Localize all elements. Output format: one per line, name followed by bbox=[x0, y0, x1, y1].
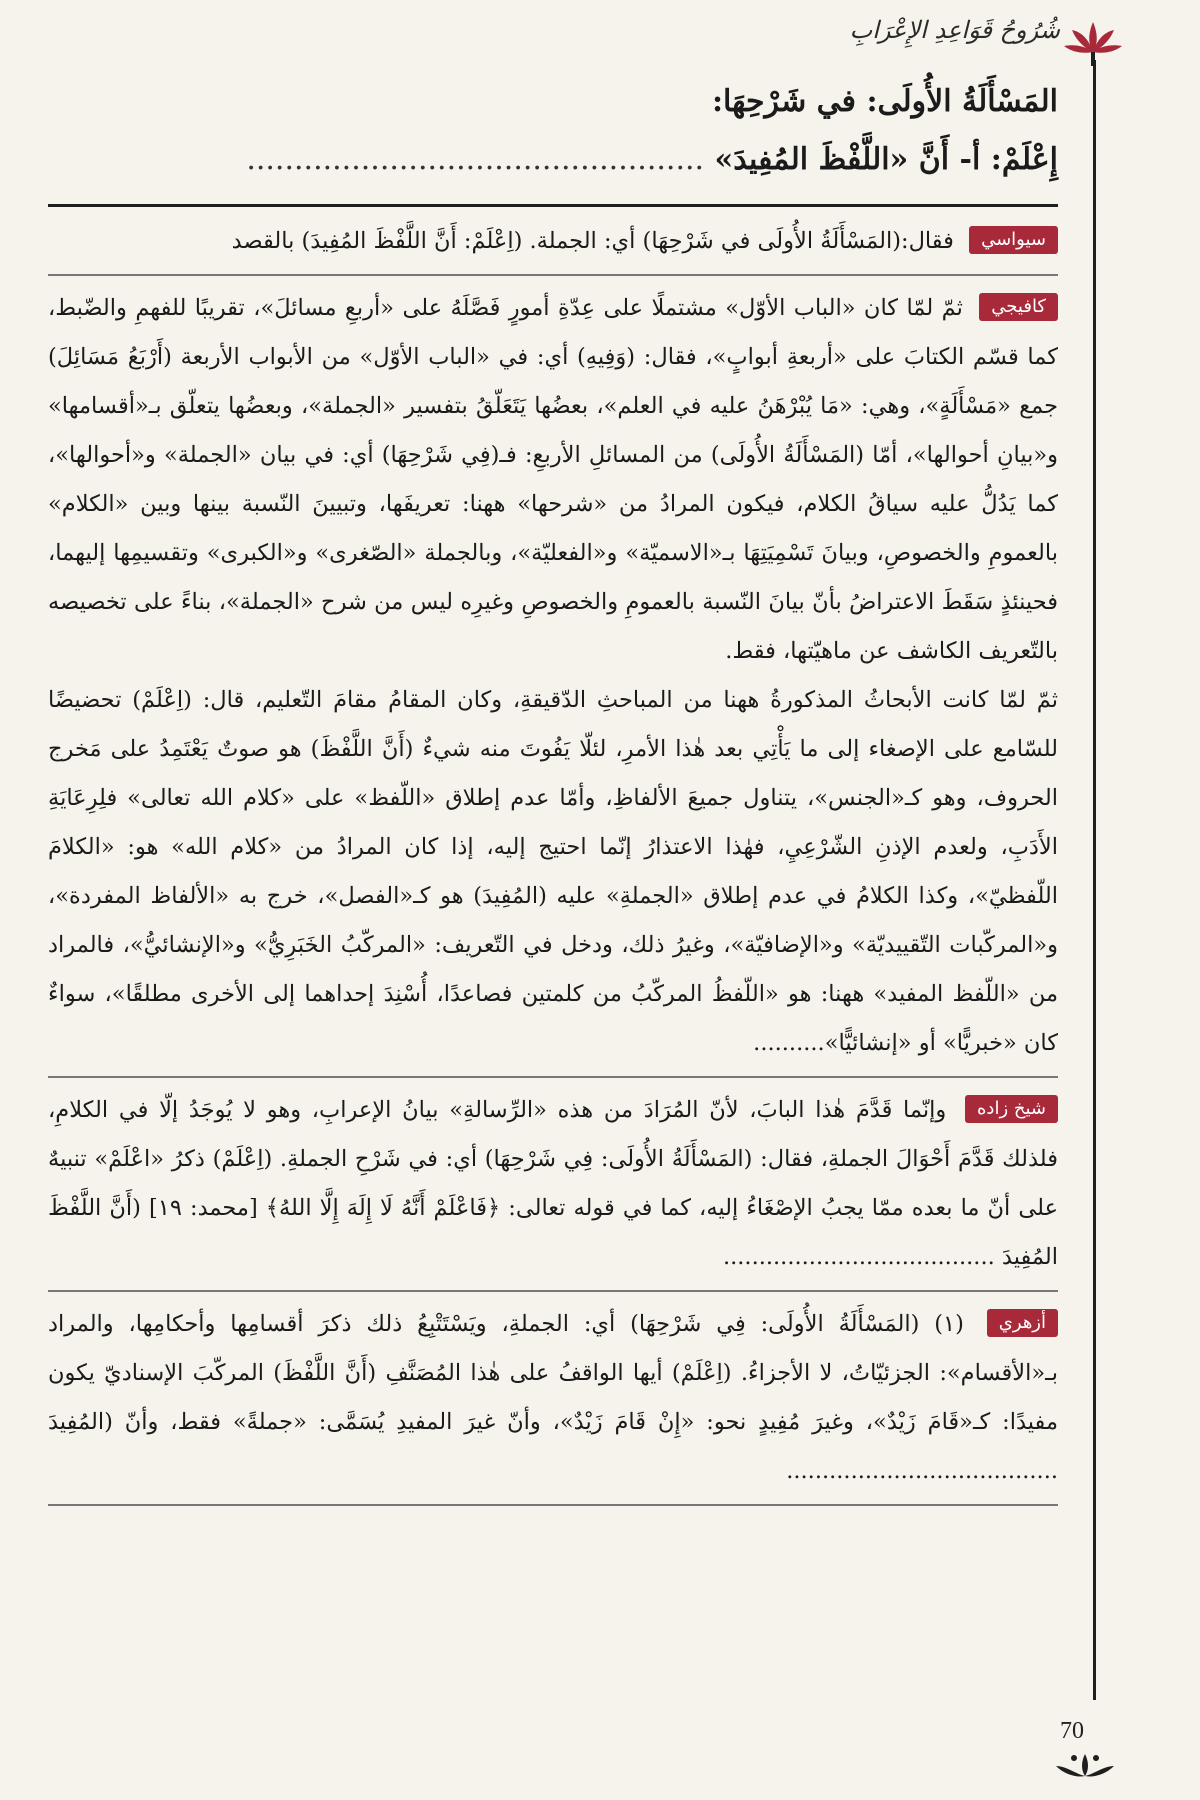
commentary-text: وإنّما قَدَّمَ هٰذا البابَ، لأنّ المُرَادَ من هذه «الرِّسالةِ» بيانُ الإعرابِ، وهو لا يُوجَدُ إلّا في الكلامِ، فلذلك قَدَّمَ أَحْوَالَ الجملةِ، فقال: (المَسْأَلَةُ الأُولَى: فِي شَرْحِهَا) أي: في شَرْحِ الجملةِ. (اِعْلَمْ) ذكرُ «اعْلَمْ» تنبيهٌ على أنّ ما بعده ممّا يجبُ الإصْغَاءُ إليه، كما في قوله تعالى: ﴿فَاعْلَمْ أَنَّهُ لَا إِلَهَ إِلَّا اللهُ﴾ [محمد: ١٩] (أَنَّ اللَّفْظَ المُفِيدَ ...................................... bbox=[48, 1097, 1058, 1270]
main-text-line bbox=[48, 138, 1058, 182]
commentator-badge-azhari: أزهري bbox=[987, 1309, 1058, 1337]
main-separator bbox=[48, 204, 1058, 207]
main-text: إِعْلَمْ: أ- أَنَّ «اللَّفْظَ المُفِيدَ» bbox=[714, 142, 1058, 177]
commentator-badge-kafiji: كافيجي bbox=[979, 293, 1058, 321]
dotted-filler: ................................................ bbox=[246, 142, 705, 177]
vertical-rule bbox=[1093, 60, 1096, 1700]
commentary-kafiji-continued bbox=[48, 676, 1058, 1068]
section-title: المَسْأَلَةُ الأُولَى: في شَرْحِهَا: bbox=[711, 84, 1058, 119]
page-number: 70 bbox=[1060, 1718, 1084, 1744]
commentary-shaykhzadeh bbox=[48, 1086, 1058, 1282]
floral-ornament-icon bbox=[1050, 1748, 1120, 1784]
commentary-azhari bbox=[48, 1300, 1058, 1496]
commentary-kafiji bbox=[48, 284, 1058, 676]
separator bbox=[48, 1076, 1058, 1078]
commentary-text: ثمّ لمّا كانت الأبحاثُ المذكورةُ ههنا من المباحثِ الدّقيقةِ، وكان المقامُ مقامَ التّعليم، قال: (اِعْلَمْ) تحضيضًا للسّامع على الإصغاء إلى ما يَأْتِي بعد هٰذا الأمرِ، لئلّا يَفُوتَ منه شيءٌ (أَنَّ اللَّفْظَ) هو صوتٌ يَعْتَمِدُ على مَخرج الحروف، وهو كـ«الجنس»، يتناول جميعَ الألفاظِ، وأمّا عدم إطلاق «اللّفظ» على «كلام الله تعالى» فلِرِعَايَةِ الأَدَبِ، ولعدم الإذنِ الشّرْعِيِ، فهٰذا الاعتذارُ إنّما احتيج إليه، إذا كان المرادُ من «كلام الله» هو: «الكلامَ اللّفظيّ»، وكذا الكلامُ في عدم إطلاق «الجملةِ» عليه (المُفِيدَ) هو كـ«الفصل»، خرج به «الألفاظ المفردة»، و«المركّبات التّقييديّة» و«الإضافيّة»، وغيرُ ذلك، ودخل في التّعريف: «المركّبُ الخَبَرِيُّ» و«الإنشائيُّ»، فالمراد من «اللّفظ المفيد» ههنا: هو «اللّفظُ المركّبُ من كلمتين فصاعدًا، أُسْنِدَ إحداهما إلى الأخرى مطلقًا»، سواءٌ كان «خبريًّا» أو «إنشائيًّا».......... bbox=[48, 687, 1058, 1056]
separator bbox=[48, 1290, 1058, 1292]
commentary-text: ثمّ لمّا كان «الباب الأوّل» مشتملًا على عِدّةِ أمورٍ فَصَّلَهُ على «أربعِ مسائلَ»، تقريبًا للفهمِ والضّبط، كما قسّم الكتابَ على «أربعةِ أبوابٍ»، فقال: (وَفِيهِ) أي: في «الباب الأوّل» من الأبواب الأربعة (أَرْبَعُ مَسَائِلَ) جمع «مَسْأَلَةٍ»، وهي: «مَا يُبْرْهَنُ عليه في العلم»، بعضُها يَتَعَلّقُ بتفسير «الجملة»، وبعضُها يتعلّق بـ«أقسامها» و«بيانِ أحوالها»، أمّا (المَسْأَلَةُ الأُولَى) من المسائلِ الأربعِ: فـ(فِي شَرْحِهَا) أي: في بيان «الجملة» و«أحوالها»، كما يَدُلُّ عليه سياقُ الكلام، فيكون المرادُ من «شرحها» ههنا: تعريفَها، وتبيينَ النّسبة بينها وبين «الكلام» بالعمومِ والخصوصِ، وبيانَ تَسْمِيَتِهَا بـ«الاسميّة» و«الفعليّة»، وبالجملة «الصّغرى» و«الكبرى» وتقسيمِها إليهما، فحينئذٍ سَقَطَ الاعتراضُ بأنّ بيانَ النّسبة بالعمومِ والخصوصِ وغيرِه ليس من شرح «الجملة»، بناءً على تخصيصه بالتّعريف الكاشف عن ماهيّتها، فقط. bbox=[48, 295, 1059, 664]
commentary-sivasi bbox=[48, 217, 1058, 266]
commentary-text: فقال:(المَسْأَلَةُ الأُولَى في شَرْحِهَا) أي: الجملة. (اِعْلَمْ: أَنَّ اللَّفْظَ المُفِيدَ) بالقصد bbox=[231, 228, 954, 254]
separator bbox=[48, 274, 1058, 276]
commentary-text: (١) (المَسْأَلَةُ الأُولَى: فِي شَرْحِهَا) أي: الجملةِ، ويَسْتَتْبِعُ ذلك ذكرَ أقسامِها وأحكامِها، والمراد بـ«الأقسام»: الجزئيّاتُ، لا الأجزاءُ. (اِعْلَمْ) أيها الواقفُ على هٰذا المُصَنَّفِ (أَنَّ اللَّفْظَ) المركّبَ الإسناديّ يكون مفيدًا: كـ«قَامَ زَيْدٌ»، وغيرَ مُفِيدٍ نحو: «إِنْ قَامَ زَيْدٌ»، وأنّ غيرَ المفيدِ يُسَمَّى: «جملةً» فقط، وأنّ (المُفِيدَ ...................................... bbox=[48, 1311, 1058, 1484]
separator bbox=[48, 1504, 1058, 1506]
running-header-title: شُرُوحُ قَوَاعِدِ الإِعْرَابِ bbox=[849, 16, 1060, 44]
commentator-badge-sivasi: سيواسي bbox=[969, 226, 1058, 254]
page-content bbox=[48, 80, 1058, 1514]
commentator-badge-shaykhzadeh: شيخ زاده bbox=[965, 1095, 1058, 1123]
